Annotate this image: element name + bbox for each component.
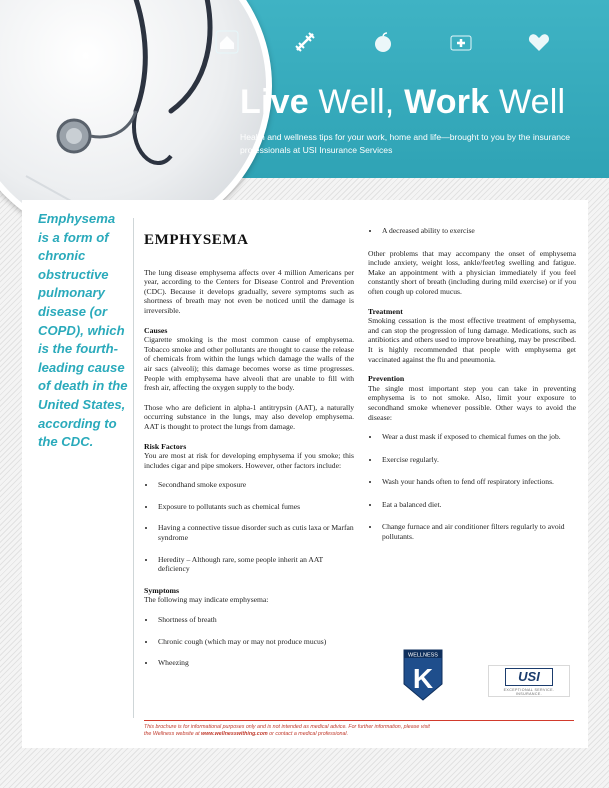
apple-icon (371, 30, 395, 54)
list-item: • Wheezing (156, 658, 354, 668)
article-heading: EMPHYSEMA (144, 232, 249, 248)
prevention-heading: Prevention (368, 374, 405, 384)
medical-cross-icon (449, 30, 473, 54)
wellness-letter: K (412, 663, 434, 694)
causes-heading: Causes (144, 325, 168, 335)
list-item: • A decreased ability to exercise (380, 226, 576, 236)
list-item: • Exposure to pollutants such as chemical fumes (156, 502, 354, 512)
list-item: • Having a connective tissue disorder such as cutis laxa or Marfan syndrome (156, 523, 354, 542)
article-column-left (144, 232, 354, 680)
list-item: • Chronic cough (which may or may not produce mucus) (156, 637, 354, 647)
prevention-paragraph: The single most important step you can take in preventing emphysema is to not smoke. Also, limit your exposure to secondhand smoke whenever possible. Other ways to avoid the disease: (368, 383, 576, 422)
usi-logo (488, 665, 570, 697)
footer-line-2-start: the Wellness website at (144, 731, 200, 737)
page-subtitle: Health and wellness tips for your work, home and life—brought to you by the insurance professionals at USI Insurance Services (240, 132, 571, 155)
treatment-paragraph: Smoking cessation is the most effective treatment of emphysema, and can stop the progression of lung damage. Medications, such as antibiotics and others used to improve breathing, may be prescribed. It is highly recommended that people with emphysema get vaccinated against the flu and pneumonia. (368, 316, 576, 364)
list-item: • Exercise regularly. (380, 455, 576, 465)
list-item: • Heredity – Although rare, some people inherit an AAT deficiency (156, 555, 354, 574)
article-column-right (368, 226, 576, 555)
aat-paragraph: Those who are deficient in alpha-1 antitrypsin (AAT), a naturally occurring substance in the lungs, may also develop emphysema. AAT is thought to protect the lungs from damage. (144, 402, 354, 431)
symptoms-list-continued (368, 226, 576, 236)
list-item: • Secondhand smoke exposure (156, 480, 354, 490)
footer-line-1: This brochure is for informational purposes only and is not intended as medical advice. For further information, please visit (144, 724, 430, 730)
list-item: • Wear a dust mask if exposed to chemical fumes on the job. (380, 432, 576, 442)
fitness-icon (293, 30, 317, 54)
symptoms-heading: Symptoms (144, 585, 180, 595)
prevention-list (368, 432, 576, 542)
wellness-label: WELLNESS (408, 652, 438, 659)
intro-paragraph: The lung disease emphysema affects over 4 million Americans per year, according to the Centers for Disease Control and Prevention (CDC). Because it develops gradually, severe symptoms such as shortness of breath may not even be noticed until the damage is irreversible. (144, 267, 354, 315)
pull-quote: Emphysema is a form of chronic obstructive pulmonary disease (or COPD), which is the fourth-leading cause of death in the United States, according to the CDC. (38, 211, 128, 450)
home-icon (215, 30, 239, 54)
top-icon-row (215, 30, 595, 60)
list-item: • Wash your hands often to fend off respiratory infections. (380, 477, 576, 487)
footer-rule (144, 720, 574, 721)
wellness-k-logo (402, 648, 444, 702)
page-title: Live Well, Work Well (240, 83, 566, 121)
list-item: • Change furnace and air conditioner filters regularly to avoid pollutants. (380, 522, 576, 541)
usi-tagline: EXCEPTIONAL SERVICE. INSURANCE. (503, 688, 555, 696)
column-divider (133, 218, 134, 718)
risk-factors-heading: Risk Factors (144, 441, 187, 451)
other-problems-paragraph: Other problems that may accompany the onset of emphysema include anxiety, weight loss, ankle/feet/leg swelling and fatigue. Make an appointment with a physician immediately if you feel constantly short of breath (including during mild exercise) or if you often cough up colored mucus. (368, 248, 576, 296)
symptoms-intro: The following may indicate emphysema: (144, 595, 269, 605)
treatment-heading: Treatment (368, 306, 403, 316)
risk-factors-list (144, 480, 354, 574)
header-banner (0, 0, 609, 178)
usi-mark: USI (505, 668, 553, 686)
footer-disclaimer (144, 724, 574, 738)
footer-link[interactable]: www.wellnesswithing.com (201, 731, 268, 737)
footer-line-2-end: or contact a medical professional. (269, 731, 349, 737)
list-item: • Shortness of breath (156, 615, 354, 625)
heart-icon (527, 30, 551, 54)
causes-paragraph: Cigarette smoking is the most common cause of emphysema. Tobacco smoke and other pollutants are thought to cause the release of chemicals from within the lungs which damage the walls of the air sacs (alveoli); this damage becomes worse as time progresses. People with emphysema have alveoli that are unable to fill with fresh air, affecting the oxygen supply to the body. (144, 335, 354, 393)
risk-factors-intro: You are most at risk for developing emphysema if you smoke; this includes cigar and pipe smokers. However, other factors include: (144, 451, 354, 470)
list-item: • Eat a balanced diet. (380, 500, 576, 510)
symptoms-list (144, 615, 354, 668)
